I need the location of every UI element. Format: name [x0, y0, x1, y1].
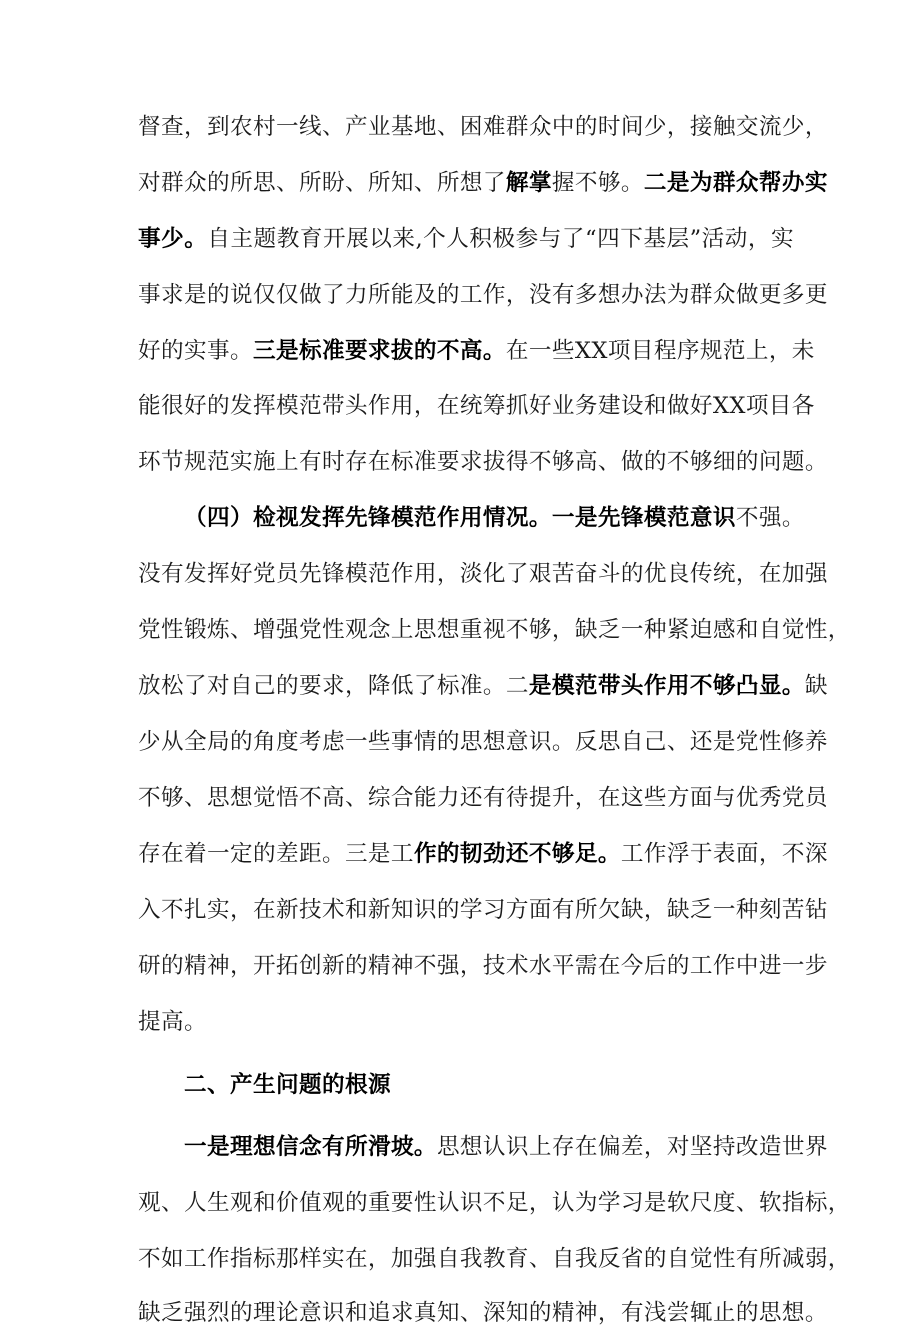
bold-run: 作的韧劲还不够足。 — [413, 841, 621, 867]
text-line — [138, 160, 828, 206]
text-line — [138, 831, 828, 877]
text-line — [138, 439, 828, 485]
text-run: 工作浮于表面，不深 — [620, 841, 828, 867]
text-run: 放松了对自己的要求，降低了标准。二 — [138, 673, 529, 699]
bold-run: 一是理想信念有所滑坡。 — [184, 1134, 437, 1160]
bold-run: 事少。 — [138, 226, 208, 252]
text-run: 缺乏强烈的理论意识和追求真知、深知的精神，有浅尝辄止的思想。 — [138, 1300, 828, 1326]
bold-run: （四）检视发挥先锋模范作用情况。一是先锋模范意识 — [184, 505, 736, 531]
text-line — [138, 887, 828, 933]
text-line — [138, 272, 828, 318]
text-line — [138, 216, 794, 262]
text-run: 不强。 — [735, 505, 805, 531]
text-run: 观、人生观和价值观的重要性认识不足，认为学习是软尺度、软指标， — [138, 1190, 851, 1216]
text-line — [138, 383, 815, 429]
text-run: 入不扎实，在新技术和新知识的学习方面有所欠缺，缺乏一种刻苦钻 — [138, 897, 828, 923]
bold-run: 是模范带头作用不够凸显。 — [528, 673, 805, 699]
text-line — [184, 1124, 828, 1170]
text-run: 思想认识上存在偏差，对坚持改造世界 — [436, 1134, 828, 1160]
text-run: 不如工作指标那样实在，加强自我教育、自我反省的自觉性有所减弱， — [138, 1246, 851, 1272]
text-line — [138, 719, 828, 765]
text-line — [138, 1290, 828, 1326]
bold-run: 解掌 — [505, 170, 552, 196]
text-line — [138, 775, 828, 821]
text-run: 好的实事。 — [138, 338, 253, 364]
bold-run: 二是为群众帮办实 — [643, 170, 828, 196]
text-run: 环节规范实施上有时存在标准要求拔得不够高、做的不够细的问题。 — [138, 449, 828, 475]
text-run: 缺 — [804, 673, 828, 699]
text-run: 对群众的所思、所盼、所知、所想了 — [138, 170, 506, 196]
text-run: 不够、思想觉悟不高、综合能力还有待提升，在这些方面与优秀党员 — [138, 785, 828, 811]
text-run: 存在着一定的差距。三是工 — [138, 841, 414, 867]
text-run: 事求是的说仅仅做了力所能及的工作，没有多想办法为群众做更多更 — [138, 282, 828, 308]
text-line — [138, 1180, 851, 1226]
text-run: 提高。 — [138, 1009, 207, 1035]
text-line — [138, 999, 207, 1045]
text-line — [138, 663, 828, 709]
text-line — [138, 1236, 851, 1282]
text-run: 督查，到农村一线、产业基地、困难群众中的时间少，接触交流少， — [138, 114, 828, 140]
bold-run: 三是标准要求拔的不高。 — [252, 338, 506, 364]
section-heading: 二、产生问题的根源 — [184, 1072, 391, 1098]
text-line — [138, 607, 851, 653]
text-run: 党性锻炼、增强党性观念上思想重视不够，缺乏一种紧迫感和自觉性， — [138, 617, 851, 643]
text-line — [138, 943, 828, 989]
text-run: 少从全局的角度考虑一些事情的思想意识。反思自己、还是党性修养 — [138, 729, 828, 755]
text-run: 研的精神，开拓创新的精神不强，技术水平需在今后的工作中进一步 — [138, 953, 828, 979]
text-line — [138, 551, 828, 597]
text-run: 握不够。 — [551, 170, 644, 196]
text-run: 自主题教育开展以来,个人积极参与了“四下基层”活动，实 — [207, 226, 794, 252]
text-run: 在一些XX项目程序规范上，未 — [505, 338, 815, 364]
text-run: 能很好的发挥模范带头作用，在统筹抓好业务建设和做好XX项目各 — [138, 393, 815, 419]
text-line — [184, 495, 805, 541]
text-run: 没有发挥好党员先锋模范作用，淡化了艰苦奋斗的优良传统，在加强 — [138, 561, 828, 587]
text-line — [138, 104, 828, 150]
text-line — [138, 328, 815, 374]
